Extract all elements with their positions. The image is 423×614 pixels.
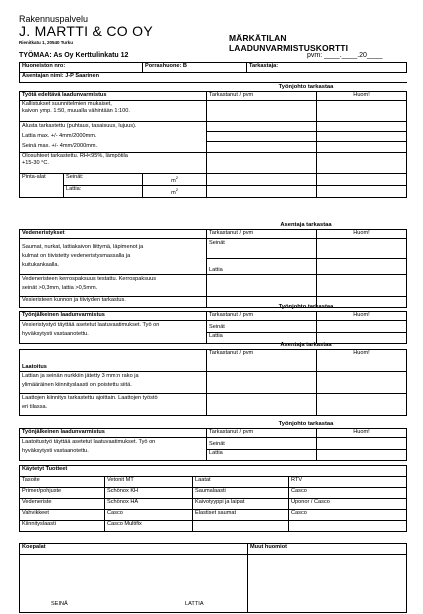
checked-cell[interactable] bbox=[207, 132, 317, 142]
product-value bbox=[289, 521, 407, 532]
slope-row: Kallistukset suunnitelmien mukaiset, kaivon ymp. 1:50, muualla vähintään 1:100. bbox=[20, 101, 207, 122]
checked-header: Tarkastanut / pvm bbox=[207, 429, 317, 438]
wall-area-label: Seinät: bbox=[64, 174, 143, 186]
approval-row: Vesieristystyö täyttää asetetut laatuvaatimukset. Työ on hyväksytysti vastaanotettu. bbox=[20, 321, 207, 344]
checked-cell[interactable] bbox=[207, 275, 317, 297]
substrate-row: Alusta tarkastettu (puhtaus, tasaisuus, lujuus). Lattia max. +/- 4mm/2000mm. Seinä max. +/- 4mm/2000mm. bbox=[20, 122, 207, 153]
notes-cell[interactable] bbox=[317, 438, 407, 450]
company-top: Rakennuspalvelu bbox=[19, 14, 89, 24]
product-label: Kiinnityslaasti bbox=[20, 521, 105, 532]
notes-header: Huom! bbox=[317, 350, 407, 372]
checked-cell[interactable] bbox=[207, 122, 317, 132]
product-value: RTV bbox=[289, 477, 407, 488]
post-tiling-title: Työnjälkeinen laadunvarmistus bbox=[20, 429, 207, 438]
supervisor-checks-label: Työnjohto tarkastaa bbox=[278, 304, 334, 310]
product-label: Kaivotyyppi ja laipat bbox=[193, 499, 289, 510]
date-field: pvm: ____.____.20____ bbox=[307, 52, 383, 59]
notes-cell[interactable] bbox=[317, 101, 407, 122]
inspection-card bbox=[19, 14, 406, 607]
gap-row: Lattian ja seinän nurkkiin jätetty 3 mm:n rako ja ylimääräinen kiinnityslaasti on poistettu siitä. bbox=[20, 372, 207, 394]
product-label: Vahvikkeet bbox=[20, 510, 105, 521]
apartment-label: Huoneiston nro: bbox=[20, 63, 143, 73]
supervisor-checks-label: Työnjohto tarkastaa bbox=[278, 84, 334, 90]
installer-label: Asentajan nimi: J-P Saarinen bbox=[20, 73, 407, 83]
product-label: Elastiset saumat bbox=[193, 510, 289, 521]
conditions-row: Olosuhteet tarkastettu. RH<95%, lämpötila +15-30 °C. bbox=[20, 153, 207, 174]
document-title: MÄRKÄTILAN LAADUNVARMISTUSKORTTI bbox=[229, 33, 349, 53]
notes-header: Huom! bbox=[317, 429, 407, 438]
notes-cell[interactable] bbox=[317, 142, 407, 153]
notes-cell[interactable] bbox=[317, 321, 407, 333]
walls-check[interactable]: Seinät bbox=[207, 438, 317, 450]
inspector-label: Tarkastaja: bbox=[247, 63, 407, 73]
notes-cell[interactable] bbox=[317, 174, 407, 186]
notes-cell[interactable] bbox=[317, 394, 407, 416]
checked-cell[interactable] bbox=[207, 372, 317, 394]
floor-check[interactable]: Lattia bbox=[207, 450, 317, 461]
post-tiling-table bbox=[19, 428, 407, 461]
notes-cell[interactable] bbox=[317, 153, 407, 174]
site-row bbox=[19, 52, 406, 61]
other-notes-area[interactable] bbox=[248, 555, 407, 613]
checked-header: Tarkastanut / pvm bbox=[207, 92, 317, 101]
checked-header: Tarkastanut / pvm bbox=[207, 312, 317, 321]
walls-check[interactable]: Seinät bbox=[207, 239, 317, 259]
pre-work-title: Työtä edeltävä laadunvarmistus bbox=[20, 92, 207, 101]
checked-cell[interactable] bbox=[207, 153, 317, 174]
checked-cell[interactable] bbox=[207, 101, 317, 122]
company-name: J. MARTTI & CO OY bbox=[19, 23, 153, 39]
tiling-table bbox=[19, 349, 407, 416]
floor-label: LATTIA bbox=[185, 601, 204, 607]
product-value: Casco Multifix bbox=[105, 521, 193, 532]
installer-checks-label: Asentaja tarkastaa bbox=[280, 342, 332, 348]
product-label: Laatat bbox=[193, 477, 289, 488]
products-title: Käytetyt Tuotteet bbox=[20, 466, 407, 477]
post-waterproofing-table bbox=[19, 311, 407, 344]
checked-cell[interactable] bbox=[207, 174, 317, 186]
installer-checks-label: Asentaja tarkastaa bbox=[280, 222, 332, 228]
tightness-row: Vesieristeen kunnon ja tiiviyden tarkastus. bbox=[20, 297, 207, 308]
other-notes-title: Muut huomiot bbox=[248, 544, 407, 555]
walls-check[interactable]: Seinät bbox=[207, 321, 317, 333]
bathroom-label: Porrashuone: B bbox=[143, 63, 247, 73]
notes-header: Huom! bbox=[317, 312, 407, 321]
product-value: Casco bbox=[289, 510, 407, 521]
supervisor-checks-label: Työnjohto tarkastaa bbox=[278, 421, 334, 427]
floor-area-unit[interactable]: $m^2$ bbox=[143, 185, 207, 197]
wall-area-unit[interactable]: $m^2$ bbox=[143, 174, 207, 186]
company-address: Rienitkatu 1, 20540 Turku bbox=[19, 40, 73, 45]
tiling-approval-row: Laatoitustyö täyttää asetetut laatuvaatimukset. Työ on hyväksytysti vastaanotettu. bbox=[20, 438, 207, 461]
notes-header: Huom! bbox=[317, 92, 407, 101]
notes-cell[interactable] bbox=[317, 259, 407, 275]
floor-check[interactable]: Lattia bbox=[207, 259, 317, 275]
product-value: Schönox KH bbox=[105, 488, 193, 499]
notes-cell[interactable] bbox=[317, 450, 407, 461]
product-value: Schönox HA bbox=[105, 499, 193, 510]
pre-work-table bbox=[19, 91, 407, 198]
area-label: Pinta-alat bbox=[20, 174, 64, 198]
wall-label: SEINÄ bbox=[51, 601, 68, 607]
product-label: Vedeneriste bbox=[20, 499, 105, 510]
tiling-title: Laatoitus bbox=[20, 350, 207, 372]
checked-header: Tarkastanut / pvm bbox=[207, 230, 317, 239]
info-table bbox=[19, 62, 407, 83]
product-value: Vetonit MT bbox=[105, 477, 193, 488]
waterproofing-table bbox=[19, 229, 407, 308]
notes-header: Huom! bbox=[317, 230, 407, 239]
adhesion-row: Laattojen kiinnitys tarkastettu ajoittain. Laattojen työstö eri tilassa. bbox=[20, 394, 207, 416]
thickness-row: Vedeneristeen kerrospaksuus testattu. Kerrospaksuus seinät >0,3mm, lattia >0,5mm. bbox=[20, 275, 207, 297]
product-label: Saumalaasti bbox=[193, 488, 289, 499]
product-label bbox=[193, 521, 289, 532]
product-label: Primer/pohjuste bbox=[20, 488, 105, 499]
checked-header: Tarkastanut / pvm bbox=[207, 350, 317, 372]
checked-cell[interactable] bbox=[207, 142, 317, 153]
product-value: Casco bbox=[105, 510, 193, 521]
seams-row: Saumat, nurkat, lattiakaivon liittymä, läpimenot ja kulmat on tiivistetty vedeneristysmassalla ja kuitukankaalla. bbox=[20, 239, 207, 275]
notes-cell[interactable] bbox=[317, 185, 407, 197]
waterproofing-title: Vedeneristykset bbox=[20, 230, 207, 239]
notes-cell[interactable] bbox=[317, 132, 407, 142]
checked-cell[interactable] bbox=[207, 394, 317, 416]
products-table bbox=[19, 465, 407, 532]
product-label: Tasoite bbox=[20, 477, 105, 488]
notes-cell[interactable] bbox=[317, 372, 407, 394]
site-name: TYÖMAA: As Oy Kerttulinkatu 12 bbox=[19, 52, 129, 59]
checked-cell[interactable] bbox=[207, 185, 317, 197]
notes-cell[interactable] bbox=[317, 122, 407, 132]
samples-title: Koepalat bbox=[20, 544, 248, 555]
notes-cell[interactable] bbox=[317, 275, 407, 297]
notes-cell[interactable] bbox=[317, 239, 407, 259]
floor-area-label: Lattia: bbox=[64, 185, 143, 197]
product-value: Uponor / Casco bbox=[289, 499, 407, 510]
floor-check[interactable]: Lattia bbox=[207, 333, 317, 344]
bottom-table bbox=[19, 543, 407, 613]
product-value: Casco bbox=[289, 488, 407, 499]
post-work-title: Työnjälkeinen laadunvarmistus bbox=[20, 312, 207, 321]
